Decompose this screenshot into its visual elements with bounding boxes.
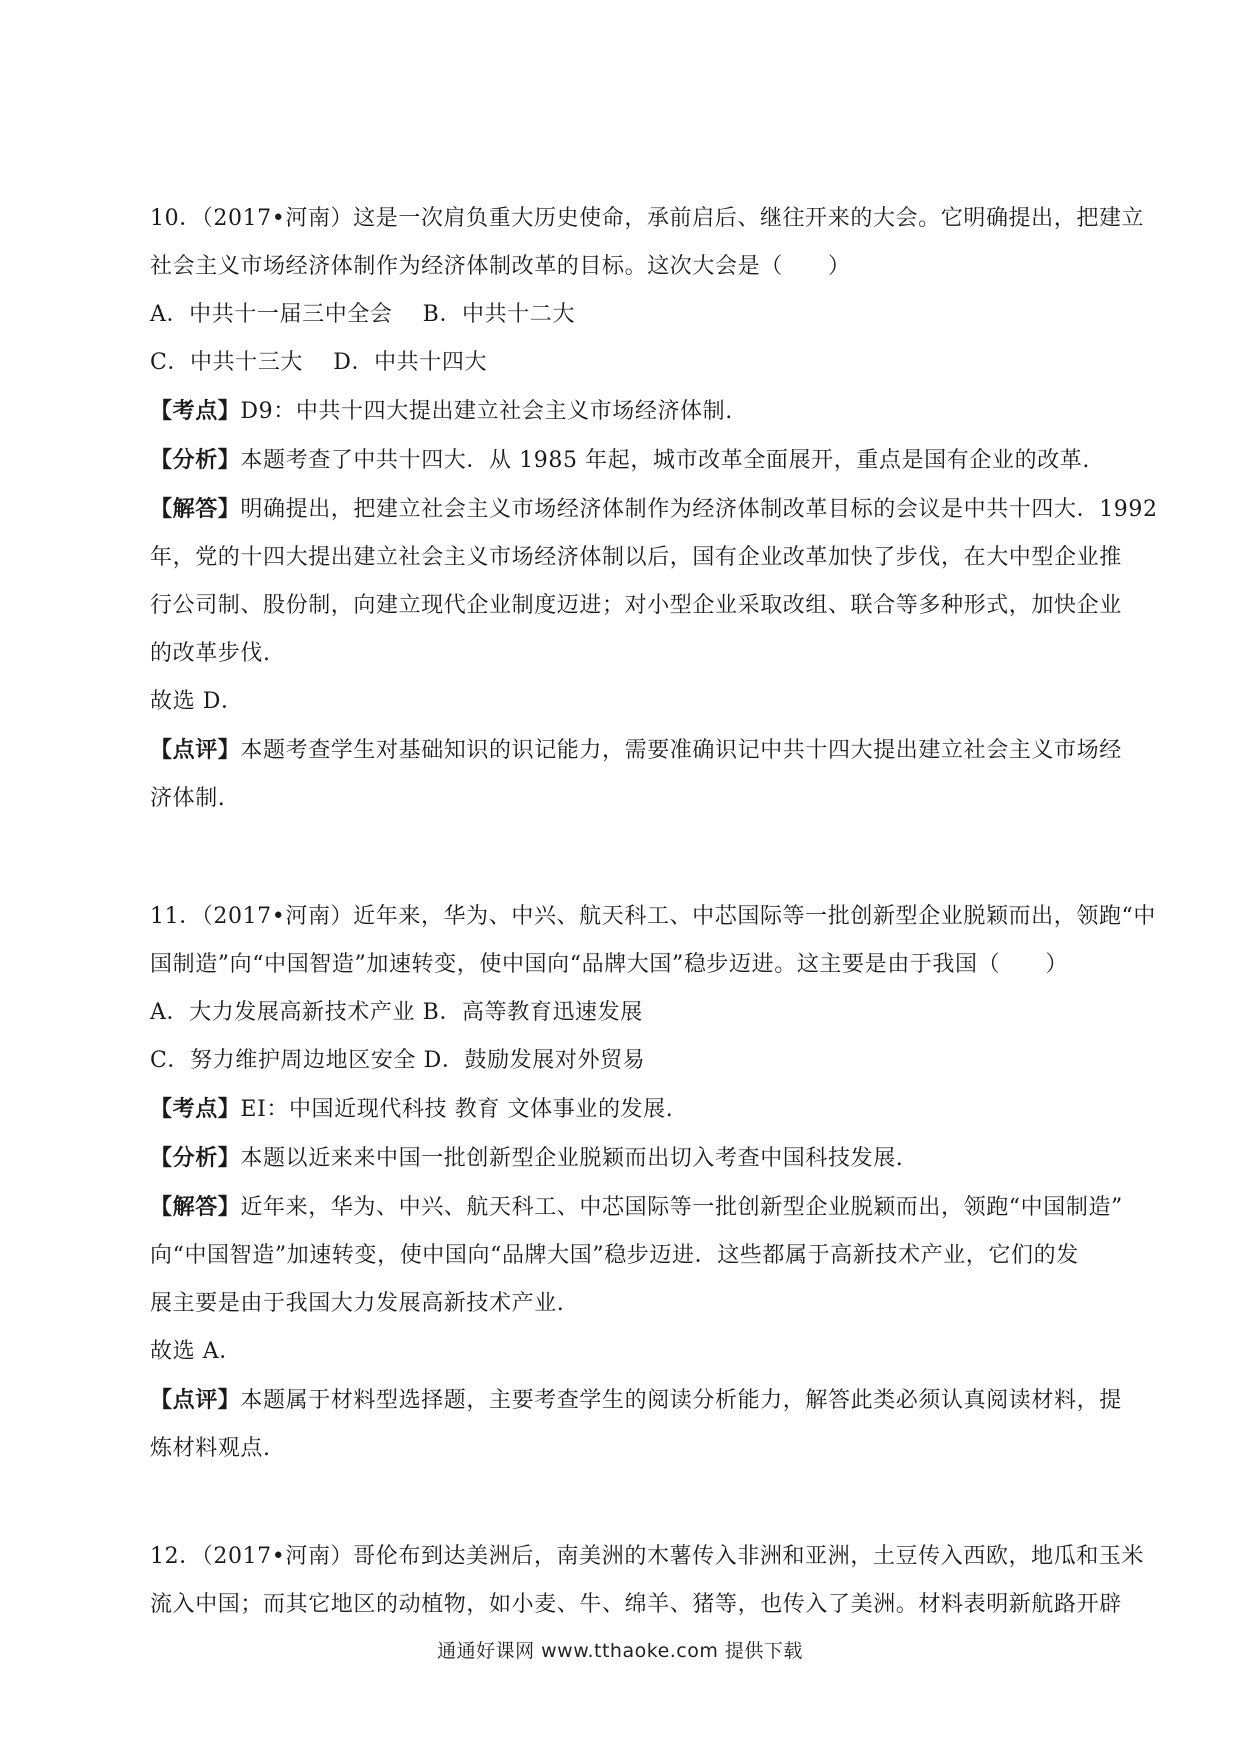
question-12 (150, 1533, 1145, 1629)
question-stem-line: 12．（2017•河南）哥伦布到达美洲后，南美洲的木薯传入非洲和亚洲，土豆传入西欧，地瓜和玉米 (150, 1544, 1145, 1569)
fenxi-line (150, 1134, 1100, 1183)
fenxi-line (150, 436, 1100, 485)
fenxi-label: 【分析】 (150, 447, 241, 473)
dianping-label: 【点评】 (150, 737, 241, 763)
dianping-text: 本题考查学生对基础知识的识记能力，需要准确识记中共十四大提出建立社会主义市场经 (240, 738, 1122, 763)
question-stem-line: 社会主义市场经济体制作为经济体制改革的目标。这次大会是（ ） (150, 254, 851, 279)
answer-line: 故选 D． (150, 689, 244, 714)
page-footer: 通通好课网 www.tthaoke.com 提供下载 (437, 1640, 803, 1662)
question-stem-line: 10．（2017•河南）这是一次肩负重大历史使命，承前启后、继往开来的大会。它明确提出，把建立 (150, 206, 1145, 231)
jieda-label: 【解答】 (150, 1194, 241, 1220)
jieda-text: 近年来，华为、中兴、航天科工、中芯国际等一批创新型企业脱颖而出，领跑“中国制造” (240, 1195, 1123, 1220)
option-line: A．大力发展高新技术产业 B．高等教育迅速发展 (150, 1000, 643, 1025)
jieda-label: 【解答】 (150, 496, 241, 522)
fenxi-text: 本题以近来来中国一批创新型企业脱颖而出切入考查中国科技发展. (240, 1146, 904, 1171)
question-stem-line: 流入中国；而其它地区的动植物，如小麦、牛、绵羊、猪等，也传入了美洲。材料表明新航路开辟 (150, 1592, 1122, 1617)
dianping-line (150, 1376, 1122, 1425)
dianping-continuation: 炼材料观点. (150, 1436, 271, 1461)
option-line: C．努力维护周边地区安全 D．鼓励发展对外贸易 (150, 1048, 646, 1073)
dianping-text: 本题属于材料型选择题，主要考查学生的阅读分析能力，解答此类必须认真阅读材料，提 (240, 1388, 1122, 1413)
kaodian-text: EI：中国近现代科技 教育 文体事业的发展. (240, 1097, 674, 1122)
jieda-text: 明确提出，把建立社会主义市场经济体制作为经济体制改革目标的会议是中共十四大．1992 (240, 497, 1158, 522)
jieda-continuation: 行公司制、股份制，向建立现代企业制度迈进；对小型企业采取改组、联合等多种形式，加快企业 (150, 593, 1122, 618)
jieda-line (150, 485, 1158, 534)
fenxi-text: 本题考查了中共十四大．从 1985 年起，城市改革全面展开，重点是国有企业的改革. (240, 448, 1090, 473)
kaodian-label: 【考点】 (150, 1096, 241, 1122)
jieda-continuation: 展主要是由于我国大力发展高新技术产业. (150, 1291, 565, 1316)
document-page (150, 195, 1158, 1629)
jieda-continuation: 向“中国智造”加速转变，使中国向“品牌大国”稳步迈进．这些都属于高新技术产业，它们的发 (150, 1243, 1079, 1268)
kaodian-text: D9：中共十四大提出建立社会主义市场经济体制. (240, 399, 733, 424)
dianping-line (150, 726, 1122, 775)
fenxi-label: 【分析】 (150, 1145, 241, 1171)
option-line: C．中共十三大 D．中共十四大 (150, 350, 488, 375)
kaodian-label: 【考点】 (150, 398, 241, 424)
question-10 (150, 195, 1158, 823)
question-spacer (150, 1473, 1100, 1533)
kaodian-line (150, 387, 1100, 436)
jieda-line (150, 1183, 1123, 1232)
question-stem-line: 11．（2017•河南）近年来，华为、中兴、航天科工、中芯国际等一批创新型企业脱颖而出，领跑“中 (150, 904, 1157, 929)
jieda-continuation: 年，党的十四大提出建立社会主义市场经济体制以后，国有企业改革加快了步伐，在大中型企业推 (150, 545, 1122, 570)
question-11 (150, 893, 1157, 1473)
answer-line: 故选 A． (150, 1339, 242, 1364)
option-line: A．中共十一届三中全会 B．中共十二大 (150, 302, 576, 327)
jieda-continuation: 的改革步伐. (150, 641, 271, 666)
dianping-label: 【点评】 (150, 1387, 241, 1413)
question-stem-line: 国制造”向“中国智造”加速转变，使中国向“品牌大国”稳步迈进。这主要是由于我国（ ） (150, 952, 1069, 977)
question-spacer (150, 823, 1100, 893)
dianping-continuation: 济体制. (150, 786, 226, 811)
kaodian-line (150, 1085, 1100, 1134)
